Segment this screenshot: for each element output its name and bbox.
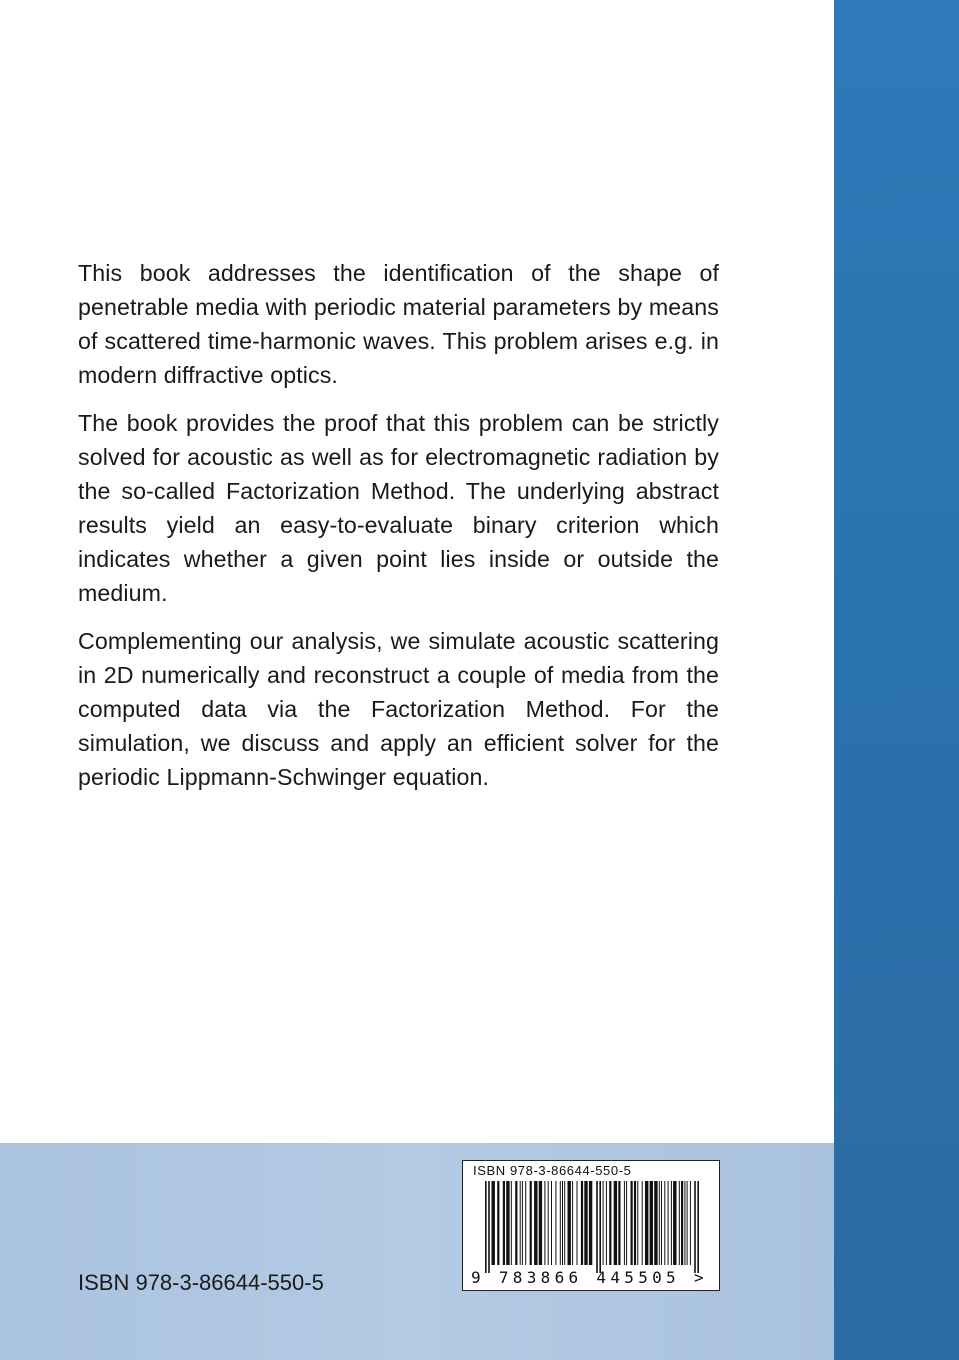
barcode-bar [694, 1181, 696, 1273]
barcode-bar [584, 1181, 587, 1265]
barcode-bar [626, 1181, 627, 1265]
isbn-number: ISBN 978-3-86644-550-5 [78, 1270, 324, 1295]
barcode-bar [679, 1181, 680, 1265]
barcode-bar [488, 1181, 490, 1273]
barcode-bar [548, 1181, 549, 1265]
barcode-bar [503, 1181, 505, 1265]
barcode-bar [520, 1181, 521, 1265]
spine-color-band [834, 0, 959, 1360]
barcode-bar [589, 1181, 592, 1265]
barcode-isbn-label: ISBN 978-3-86644-550-5 [473, 1163, 632, 1178]
barcode-bar [577, 1181, 578, 1265]
barcode-bar [506, 1181, 509, 1265]
barcode-end-mark: > [693, 1268, 708, 1287]
barcode-bar [581, 1181, 583, 1265]
barcode-bar [671, 1181, 672, 1265]
blurb-paragraph-1: This book addresses the identification of the shape of penetrable media with periodic material parameters by means of scattered time-harmonic waves. This problem arises e.g. in modern diffractive optics. [78, 260, 719, 388]
barcode-bar [673, 1181, 676, 1265]
barcode-bar [642, 1181, 643, 1265]
barcode-bar [562, 1181, 563, 1265]
back-cover-blurb [78, 256, 719, 808]
barcode-bar [687, 1181, 688, 1265]
barcode-bar [560, 1181, 561, 1265]
barcode-bar [497, 1181, 499, 1265]
barcode-bar [522, 1181, 523, 1265]
barcode-bar [572, 1181, 573, 1265]
barcode-bar [681, 1181, 683, 1265]
barcode-bar [661, 1181, 662, 1265]
barcode-bar [599, 1181, 601, 1273]
barcode-bar [530, 1181, 532, 1265]
barcode-bar [614, 1181, 617, 1265]
barcode-digits [471, 1268, 708, 1287]
barcode-bar [606, 1181, 607, 1265]
barcode-bar [650, 1181, 653, 1265]
blurb-paragraph-3: Complementing our analysis, we simulate acoustic scattering in 2D numerically and reconstruct a couple of media from the computed data via the Factorization Method. For the simulation, we discuss and apply an efficient solver for the periodic Lippmann-Schwinger equation. [78, 628, 719, 790]
barcode-bar [697, 1181, 699, 1273]
barcode-bar [664, 1181, 665, 1265]
barcode-bar [492, 1181, 495, 1265]
isbn-barcode [462, 1160, 720, 1291]
barcode-bar [631, 1181, 633, 1265]
barcode-bar [485, 1181, 487, 1273]
barcode-bar [515, 1181, 517, 1265]
barcode-bar [534, 1181, 537, 1265]
barcode-bar [609, 1181, 611, 1265]
barcode-bar [659, 1181, 660, 1265]
barcode-bar [618, 1181, 620, 1265]
barcode-bar [637, 1181, 638, 1265]
barcode-bar [539, 1181, 542, 1265]
barcode-bar [654, 1181, 657, 1265]
barcode-bar [525, 1181, 526, 1265]
barcode-bar [690, 1181, 691, 1265]
barcode-bar [511, 1181, 512, 1265]
barcode-bar [645, 1181, 648, 1265]
barcode-digit-string: 9 783866 445505 [471, 1268, 680, 1287]
barcode-bar [668, 1181, 669, 1265]
barcode-bar [624, 1181, 625, 1265]
barcode-bar [551, 1181, 552, 1265]
blurb-paragraph-2: The book provides the proof that this problem can be strictly solved for acoustic as well as for electromagnetic radiation by the so-called Factorization Method. The underlying abstract results yield an easy-to-evaluate binary criterion which indicates whether a given point lies inside or outside the medium. [78, 410, 719, 606]
barcode-bar [564, 1181, 565, 1265]
barcode-bar [596, 1181, 598, 1273]
barcode-bar [684, 1181, 685, 1265]
barcode-bar [555, 1181, 556, 1265]
barcode-bar [544, 1181, 545, 1265]
barcode-bar [634, 1181, 636, 1265]
barcode-bar [603, 1181, 604, 1265]
barcode-bar [568, 1181, 571, 1265]
